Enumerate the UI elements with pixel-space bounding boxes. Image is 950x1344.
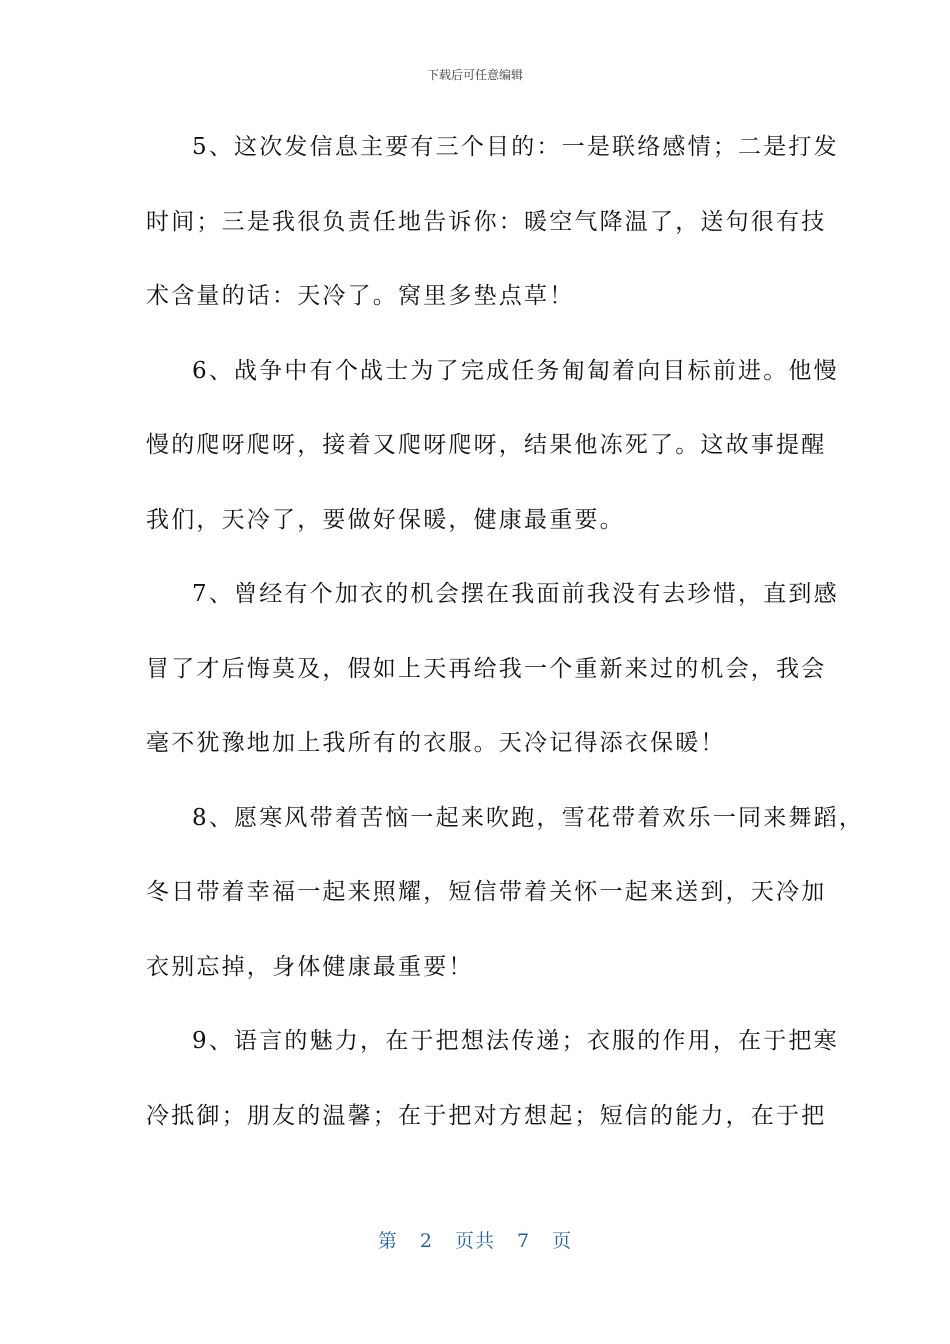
document-body — [146, 110, 865, 1153]
paragraph-line: 冬日带着幸福一起来照耀，短信带着关怀一起来送到，天冷加 — [146, 879, 827, 905]
paragraph-line: 冒了才后悔莫及，假如上天再给我一个重新来过的机会，我会 — [146, 655, 827, 682]
paragraph-line: 毫不犹豫地加上我所有的衣服。天冷记得添衣保暖！ — [146, 730, 726, 756]
page-header-note: 下载后可任意编辑 — [426, 68, 523, 82]
paragraph-line: 衣别忘掉，身体健康最重要！ — [146, 953, 474, 980]
paragraph-line: 时间；三是我很负责任地告诉你：暖空气降温了，送句很有技 — [146, 208, 827, 235]
paragraph-line: 5、这次发信息主要有三个目的：一是联络感情；二是打发 — [192, 134, 839, 160]
paragraph-line: 8、愿寒风带着苦恼一起来吹跑，雪花带着欢乐一同来舞蹈， — [192, 804, 865, 831]
paragraph-line: 慢的爬呀爬呀，接着又爬呀爬呀，结果他冻死了。这故事提醒 — [146, 432, 827, 458]
paragraph-line: 9、语言的魅力，在于把想法传递；衣服的作用，在于把寒 — [192, 1028, 839, 1054]
paragraph-line: 冷抵御；朋友的温馨；在于把对方想起；短信的能力，在于把 — [146, 1102, 827, 1129]
current-page-number: 2 — [419, 1230, 433, 1252]
paragraph-line: 我们，天冷了，要做好保暖，健康最重要。 — [146, 506, 625, 533]
footer-prefix: 第 — [377, 1230, 398, 1252]
page-number-footer — [0, 1226, 950, 1253]
paragraph-line: 7、曾经有个加衣的机会摆在我面前我没有去珍惜，直到感 — [192, 581, 839, 607]
footer-middle: 页共 — [454, 1230, 495, 1252]
total-pages-number: 7 — [517, 1230, 531, 1252]
paragraph-line: 6、战争中有个战士为了完成任务匍匐着向目标前进。他慢 — [192, 357, 839, 384]
footer-suffix: 页 — [552, 1230, 573, 1252]
paragraph-line: 术含量的话：天冷了。窝里多垫点草！ — [146, 283, 575, 309]
